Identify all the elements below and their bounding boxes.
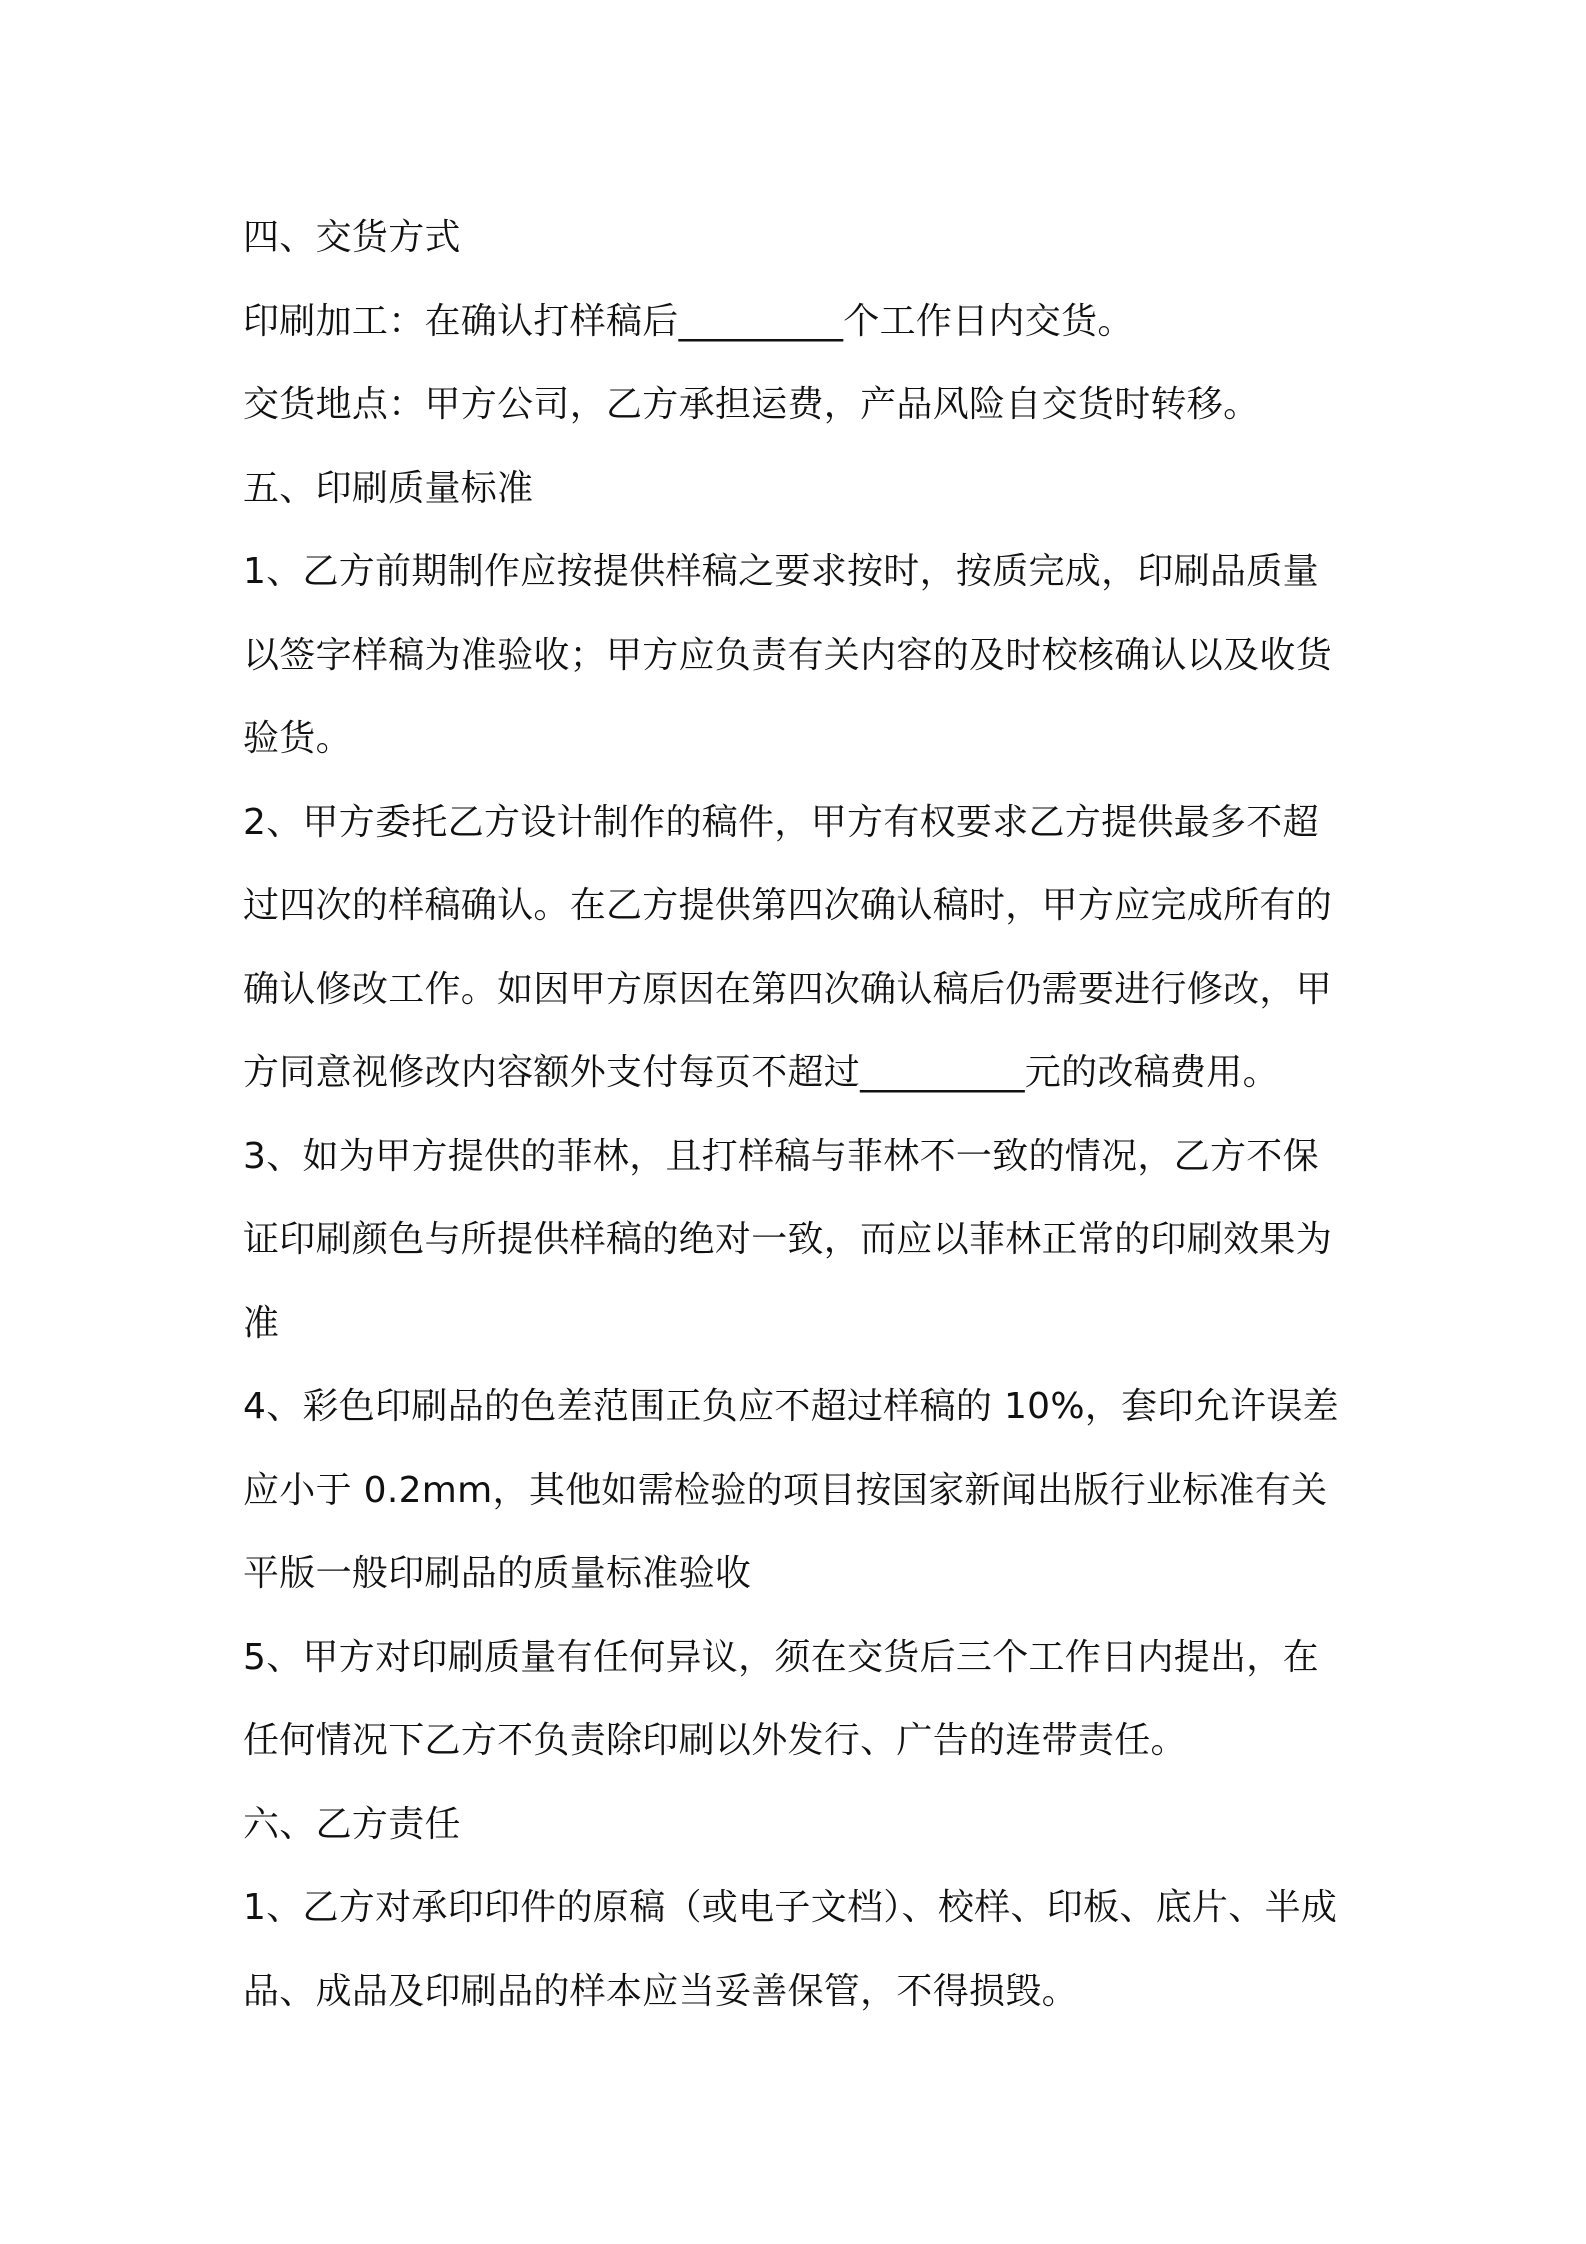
paragraph-line: 方同意视修改内容额外支付每页不超过_________元的改稿费用。 (243, 1052, 1279, 1093)
paragraph-line: 验货。 (243, 718, 352, 759)
paragraph-line: 印刷加工：在确认打样稿后_________个工作日内交货。 (243, 300, 1134, 342)
paragraph-line: 5、甲方对印刷质量有任何异议，须在交货后三个工作日内提出，在 (243, 1636, 1319, 1678)
paragraph-line: 1、乙方对承印印件的原稿（或电子文档）、校样、印板、底片、半成 (243, 1887, 1338, 1928)
paragraph-line: 确认修改工作。如因甲方原因在第四次确认稿后仍需要进行修改，甲 (243, 968, 1333, 1010)
document-body (243, 196, 1363, 2033)
paragraph-line: 任何情况下乙方不负责除印刷以外发行、广告的连带责任。 (243, 1720, 1187, 1761)
paragraph-line: 交货地点：甲方公司，乙方承担运费，产品风险自交货时转移。 (243, 384, 1260, 425)
paragraph-line: 平版一般印刷品的质量标准验收 (243, 1553, 752, 1594)
paragraph-line: 3、如为甲方提供的菲林，且打样稿与菲林不一致的情况，乙方不保 (243, 1135, 1319, 1177)
paragraph-line: 证印刷颜色与所提供样稿的绝对一致，而应以菲林正常的印刷效果为 (243, 1219, 1333, 1260)
section-heading-delivery: 四、交货方式 (243, 217, 461, 258)
paragraph-line: 准 (243, 1302, 280, 1344)
paragraph-line: 应小于 0.2mm，其他如需检验的项目按国家新闻出版行业标准有关 (243, 1469, 1328, 1511)
section-heading-quality: 五、印刷质量标准 (243, 467, 534, 509)
paragraph-line: 以签字样稿为准验收；甲方应负责有关内容的及时校核确认以及收货 (243, 634, 1333, 676)
paragraph-line: 4、彩色印刷品的色差范围正负应不超过样稿的 10%，套印允许误差 (243, 1386, 1339, 1427)
paragraph-line: 过四次的样稿确认。在乙方提供第四次确认稿时，甲方应完成所有的 (243, 885, 1333, 926)
paragraph-line: 品、成品及印刷品的样本应当妥善保管，不得损毁。 (243, 1970, 1078, 2012)
paragraph-line: 2、甲方委托乙方设计制作的稿件，甲方有权要求乙方提供最多不超 (243, 801, 1319, 843)
section-heading-party-b-responsibility: 六、乙方责任 (243, 1803, 461, 1845)
paragraph-line: 1、乙方前期制作应按提供样稿之要求按时，按质完成，印刷品质量 (243, 551, 1319, 592)
